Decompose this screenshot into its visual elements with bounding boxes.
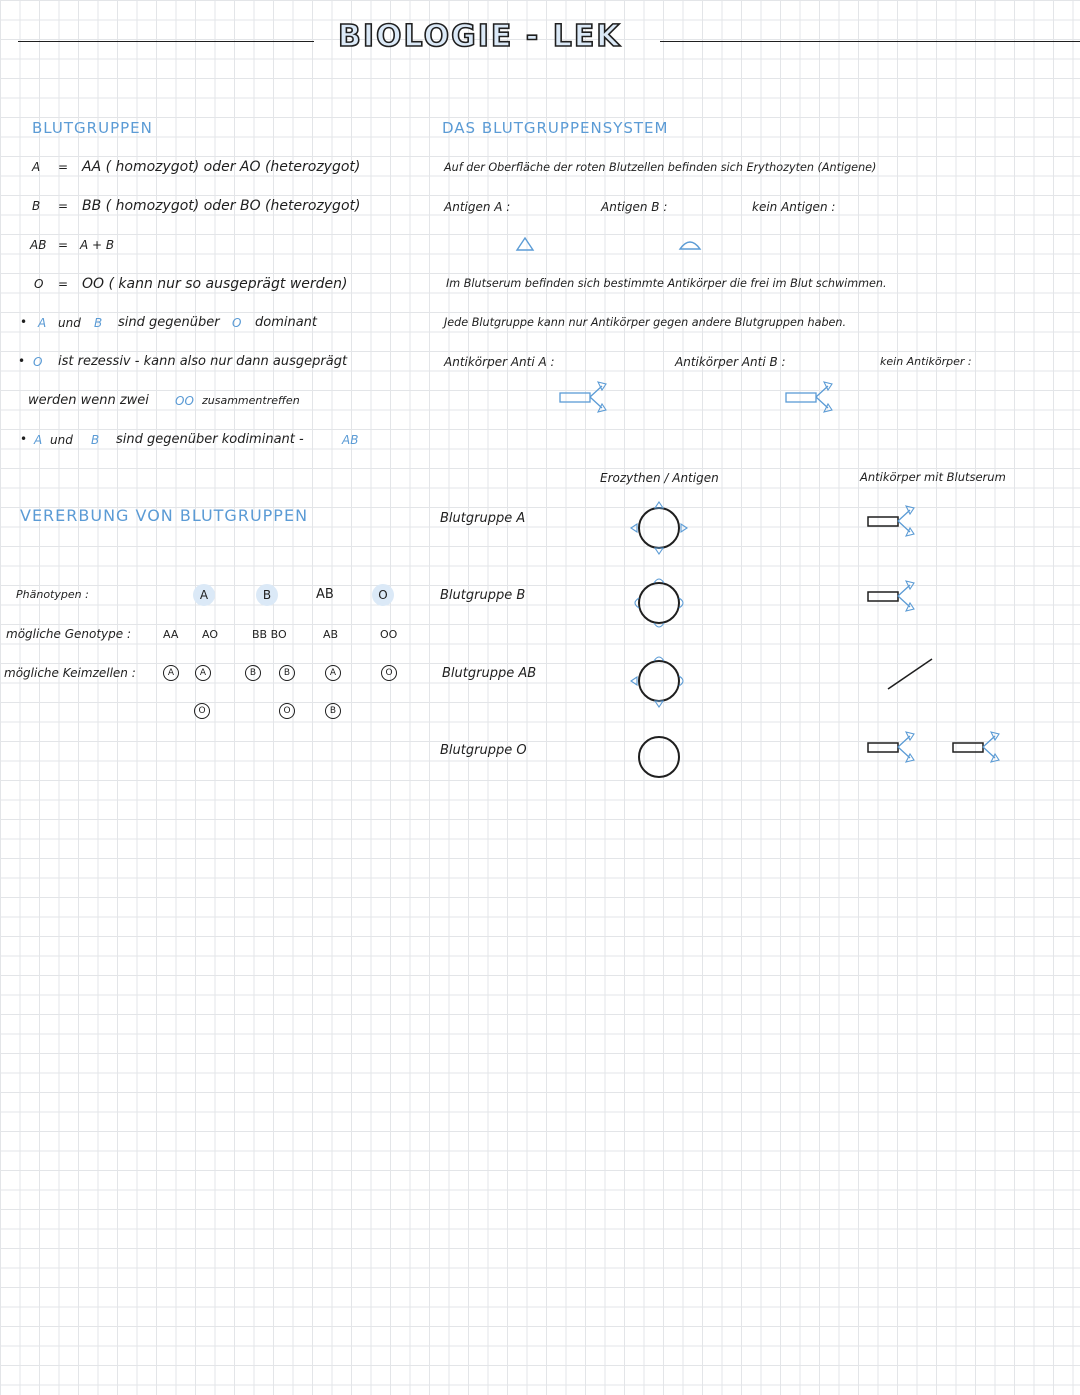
phenotype-o: O: [372, 584, 394, 606]
triangle-antigen-icon: [515, 236, 535, 252]
gamete: B: [325, 703, 341, 719]
gamete: B: [245, 665, 261, 681]
bullet-dot: •: [20, 315, 28, 329]
bullet-end: dominant: [255, 315, 318, 330]
erythrocyte-icon: [628, 575, 692, 631]
bullet-line2a: werden wenn zwei: [28, 393, 149, 408]
none-slash-icon: [884, 655, 936, 695]
genotype: OO: [380, 628, 398, 641]
gamete: O: [381, 665, 397, 681]
bullet-rest: sind gegenüber: [118, 315, 220, 330]
gametes-label: mögliche Keimzellen :: [4, 666, 136, 680]
phenotype-a: A: [193, 584, 215, 606]
no-antigen-label: kein Antigen :: [752, 200, 836, 214]
def-letter: AB: [30, 238, 47, 252]
col-erythrocyte-header: Erozythen / Antigen: [600, 471, 719, 485]
def-letter: B: [32, 199, 41, 213]
bullet-und: und: [50, 433, 73, 447]
bullet-o: O: [33, 355, 43, 369]
antibody-b-label: Antikörper Anti B :: [675, 355, 786, 369]
bullet-rest: ist rezessiv - kann also nur dann ausgeprägt: [58, 354, 348, 369]
phenotypes-label: Phänotypen :: [16, 588, 89, 601]
genotype: AA: [163, 628, 179, 641]
bullet-a: A: [38, 316, 47, 330]
no-antibody-label: kein Antikörper :: [880, 355, 972, 368]
bullet-dot: •: [18, 354, 26, 368]
erythrocyte-icon: [628, 500, 692, 556]
title-rule-right: [660, 41, 1080, 42]
def-text: A + B: [80, 238, 115, 252]
def-letter: O: [34, 277, 44, 291]
page-title: BIOLOGIE - LEK: [338, 19, 622, 54]
genotype: AO: [202, 628, 218, 641]
bullet-a: A: [34, 433, 43, 447]
gamete: A: [325, 665, 341, 681]
gamete: B: [279, 665, 295, 681]
erythrocyte-icon: [628, 653, 692, 709]
def-letter: A: [32, 160, 41, 174]
genotypes-label: mögliche Genotype :: [6, 627, 132, 641]
bullet-line2b: zusammentreffen: [202, 394, 300, 407]
gamete: O: [279, 703, 295, 719]
antigen-a-label: Antigen A :: [444, 200, 511, 214]
phenotype-ab: AB: [316, 587, 334, 602]
def-eq: =: [58, 277, 69, 291]
intro-text: Auf der Oberfläche der roten Blutzellen befinden sich Erythozyten (Antigene): [444, 161, 877, 174]
bullet-dot: •: [20, 432, 28, 446]
gamete: A: [195, 665, 211, 681]
gamete: A: [163, 665, 179, 681]
serum-text-1: Im Blutserum befinden sich bestimmte Antikörper die frei im Blut schwimmen.: [446, 277, 887, 290]
group-a-label: Blutgruppe A: [440, 511, 526, 526]
antibody-a-label: Antikörper Anti A :: [444, 355, 555, 369]
phenotype-b: B: [256, 584, 278, 606]
genotype: BB BO: [252, 628, 287, 641]
section-heading-system: DAS BLUTGRUPPENSYSTEM: [442, 119, 669, 137]
arc-antigen-icon: [677, 237, 703, 251]
bullet-ab: AB: [342, 433, 359, 447]
def-eq: =: [58, 160, 69, 174]
antibody-icon: [558, 378, 614, 418]
def-text: OO ( kann nur so ausgeprägt werden): [82, 276, 348, 292]
def-text: BB ( homozygot) oder BO (heterozygot): [82, 198, 361, 214]
def-eq: =: [58, 199, 69, 213]
erythrocyte-icon: [628, 729, 692, 785]
bullet-b: B: [91, 433, 100, 447]
antibody-icon: [951, 728, 1007, 768]
bullet-rest: sind gegenüber kodiminant -: [116, 432, 304, 447]
section-heading-blutgruppen: BLUTGRUPPEN: [32, 119, 153, 137]
group-ab-label: Blutgruppe AB: [442, 666, 537, 681]
gamete: O: [194, 703, 210, 719]
antigen-b-label: Antigen B :: [601, 200, 668, 214]
bullet-b: B: [94, 316, 103, 330]
antibody-icon: [866, 728, 922, 768]
antibody-icon: [866, 502, 922, 542]
group-o-label: Blutgruppe O: [440, 743, 527, 758]
col-antibody-header: Antikörper mit Blutserum: [860, 470, 1006, 484]
antibody-icon: [866, 577, 922, 617]
serum-text-2: Jede Blutgruppe kann nur Antikörper gegen andere Blutgruppen haben.: [444, 316, 847, 329]
bullet-und: und: [58, 316, 81, 330]
bullet-oo: OO: [175, 394, 194, 408]
title-rule-left: [18, 41, 314, 42]
genotype: AB: [323, 628, 339, 641]
def-text: AA ( homozygot) oder AO (heterozygot): [82, 159, 361, 175]
bullet-o: O: [232, 316, 242, 330]
section-heading-vererbung: VERERBUNG VON BLUTGRUPPEN: [20, 506, 309, 525]
def-eq: =: [58, 238, 69, 252]
group-b-label: Blutgruppe B: [440, 588, 526, 603]
antibody-icon: [784, 378, 840, 418]
